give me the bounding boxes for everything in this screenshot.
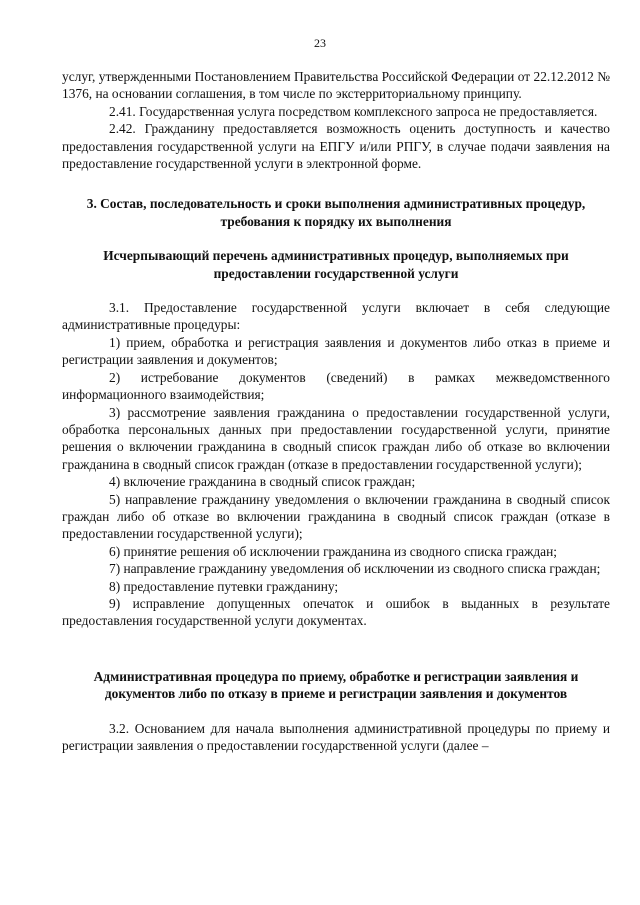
list-item: 5) направление гражданину уведомления о включении гражданина в сводный список граждан либо об отказе во включении гражданина в сводный список граждан (отказе в предоставлении государственной услуги);	[62, 491, 610, 542]
list-item: 2) истребование документов (сведений) в рамках межведомственного информационного взаимодействия;	[62, 369, 610, 403]
list-item: 4) включение гражданина в сводный список граждан;	[109, 474, 416, 490]
paragraph-continuation: услуг, утвержденными Постановлением Правительства Российской Федерации от 22.12.2012 № 1376, на основании соглашения, в том числе по экстерриториальному принципу.	[62, 69, 610, 102]
paragraph-2-41: 2.41. Государственная услуга посредством комплексного запроса не предоставляется.	[109, 103, 598, 119]
paragraph-2-42: 2.42. Гражданину предоставляется возможность оценить доступность и качество предоставления государственной услуги на ЕПГУ и/или РПГУ, в случае подачи заявления на предоставление государственной услуги в электронной форме.	[62, 121, 610, 172]
section-heading: 3. Состав, последовательность и сроки выполнения административных процедур, требования к порядку их выполнения	[86, 196, 586, 229]
page-number: 23	[314, 36, 326, 50]
list-item: 3) рассмотрение заявления гражданина о предоставлении государственной услуги, обработка персональных данных при предоставлении государственной услуги, принятие решения о включении гражданина в сводный список граждан либо об отказе во включении гражданина в сводный список граждан (отказе в предоставлении государственной услуги);	[62, 404, 610, 472]
list-item: 1) прием, обработка и регистрация заявления и документов либо отказ в приеме и регистрации заявления и документов;	[62, 334, 610, 368]
list-item: 6) принятие решения об исключении гражданина из сводного списка граждан;	[109, 543, 557, 559]
paragraph-3-2: 3.2. Основанием для начала выполнения административной процедуры по приему и регистрации заявления о предоставлении государственной услуги (далее –	[62, 720, 610, 753]
subheading-procedures-list: Исчерпывающий перечень административных процедур, выполняемых при предоставлении государственной услуги	[103, 248, 569, 281]
paragraph-3-1: 3.1. Предоставление государственной услуги включает в себя следующие административные процедуры:	[62, 300, 610, 333]
list-item: 7) направление гражданину уведомления об исключении из сводного списка граждан;	[109, 561, 601, 577]
list-item: 9) исправление допущенных опечаток и ошибок в выданных в результате предоставления государственной услуги документах.	[62, 595, 610, 629]
subheading-admin-procedure: Административная процедура по приему, обработке и регистрации заявления и документов либо по отказу в приеме и регистрации заявления и документов	[93, 668, 579, 702]
list-item: 8) предоставление путевки гражданину;	[109, 578, 339, 594]
page-content	[62, 68, 610, 754]
